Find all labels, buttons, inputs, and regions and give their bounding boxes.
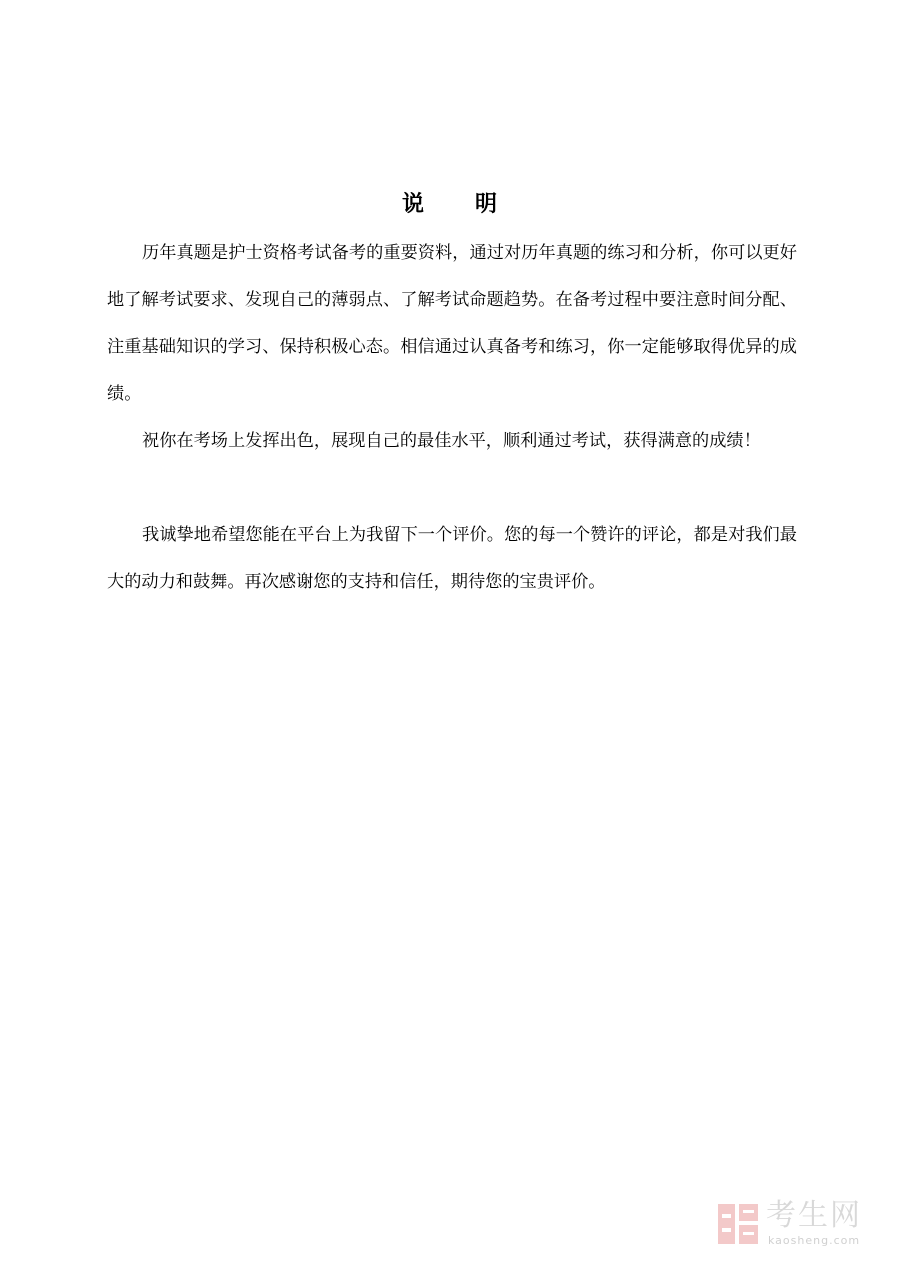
kaosheng-logo-icon (716, 1202, 760, 1246)
watermark-en-text: kaosheng.com (768, 1234, 861, 1247)
watermark-logo (716, 1196, 886, 1256)
paragraph-intro: 历年真题是护士资格考试备考的重要资料，通过对历年真题的练习和分析，你可以更好地了解考试要求、发现自己的薄弱点、了解考试命题趋势。在备考过程中要注意时间分配、注重基础知识的学习、保持积极心态。相信通过认真备考和练习，你一定能够取得优异的成绩。 (107, 243, 797, 404)
title-char-2: 明 (475, 192, 499, 217)
watermark-cn-text: 考生网 (766, 1198, 862, 1233)
paragraph-review-request: 我诚挚地希望您能在平台上为我留下一个评价。您的每一个赞许的评论，都是对我们最大的动力和鼓舞。再次感谢您的支持和信任，期待您的宝贵评价。 (107, 525, 797, 592)
title-char-1: 说 (401, 192, 425, 217)
page-title (0, 189, 900, 221)
paragraph-wishes: 祝你在考场上发挥出色，展现自己的最佳水平，顺利通过考试，获得满意的成绩！ (142, 431, 761, 451)
